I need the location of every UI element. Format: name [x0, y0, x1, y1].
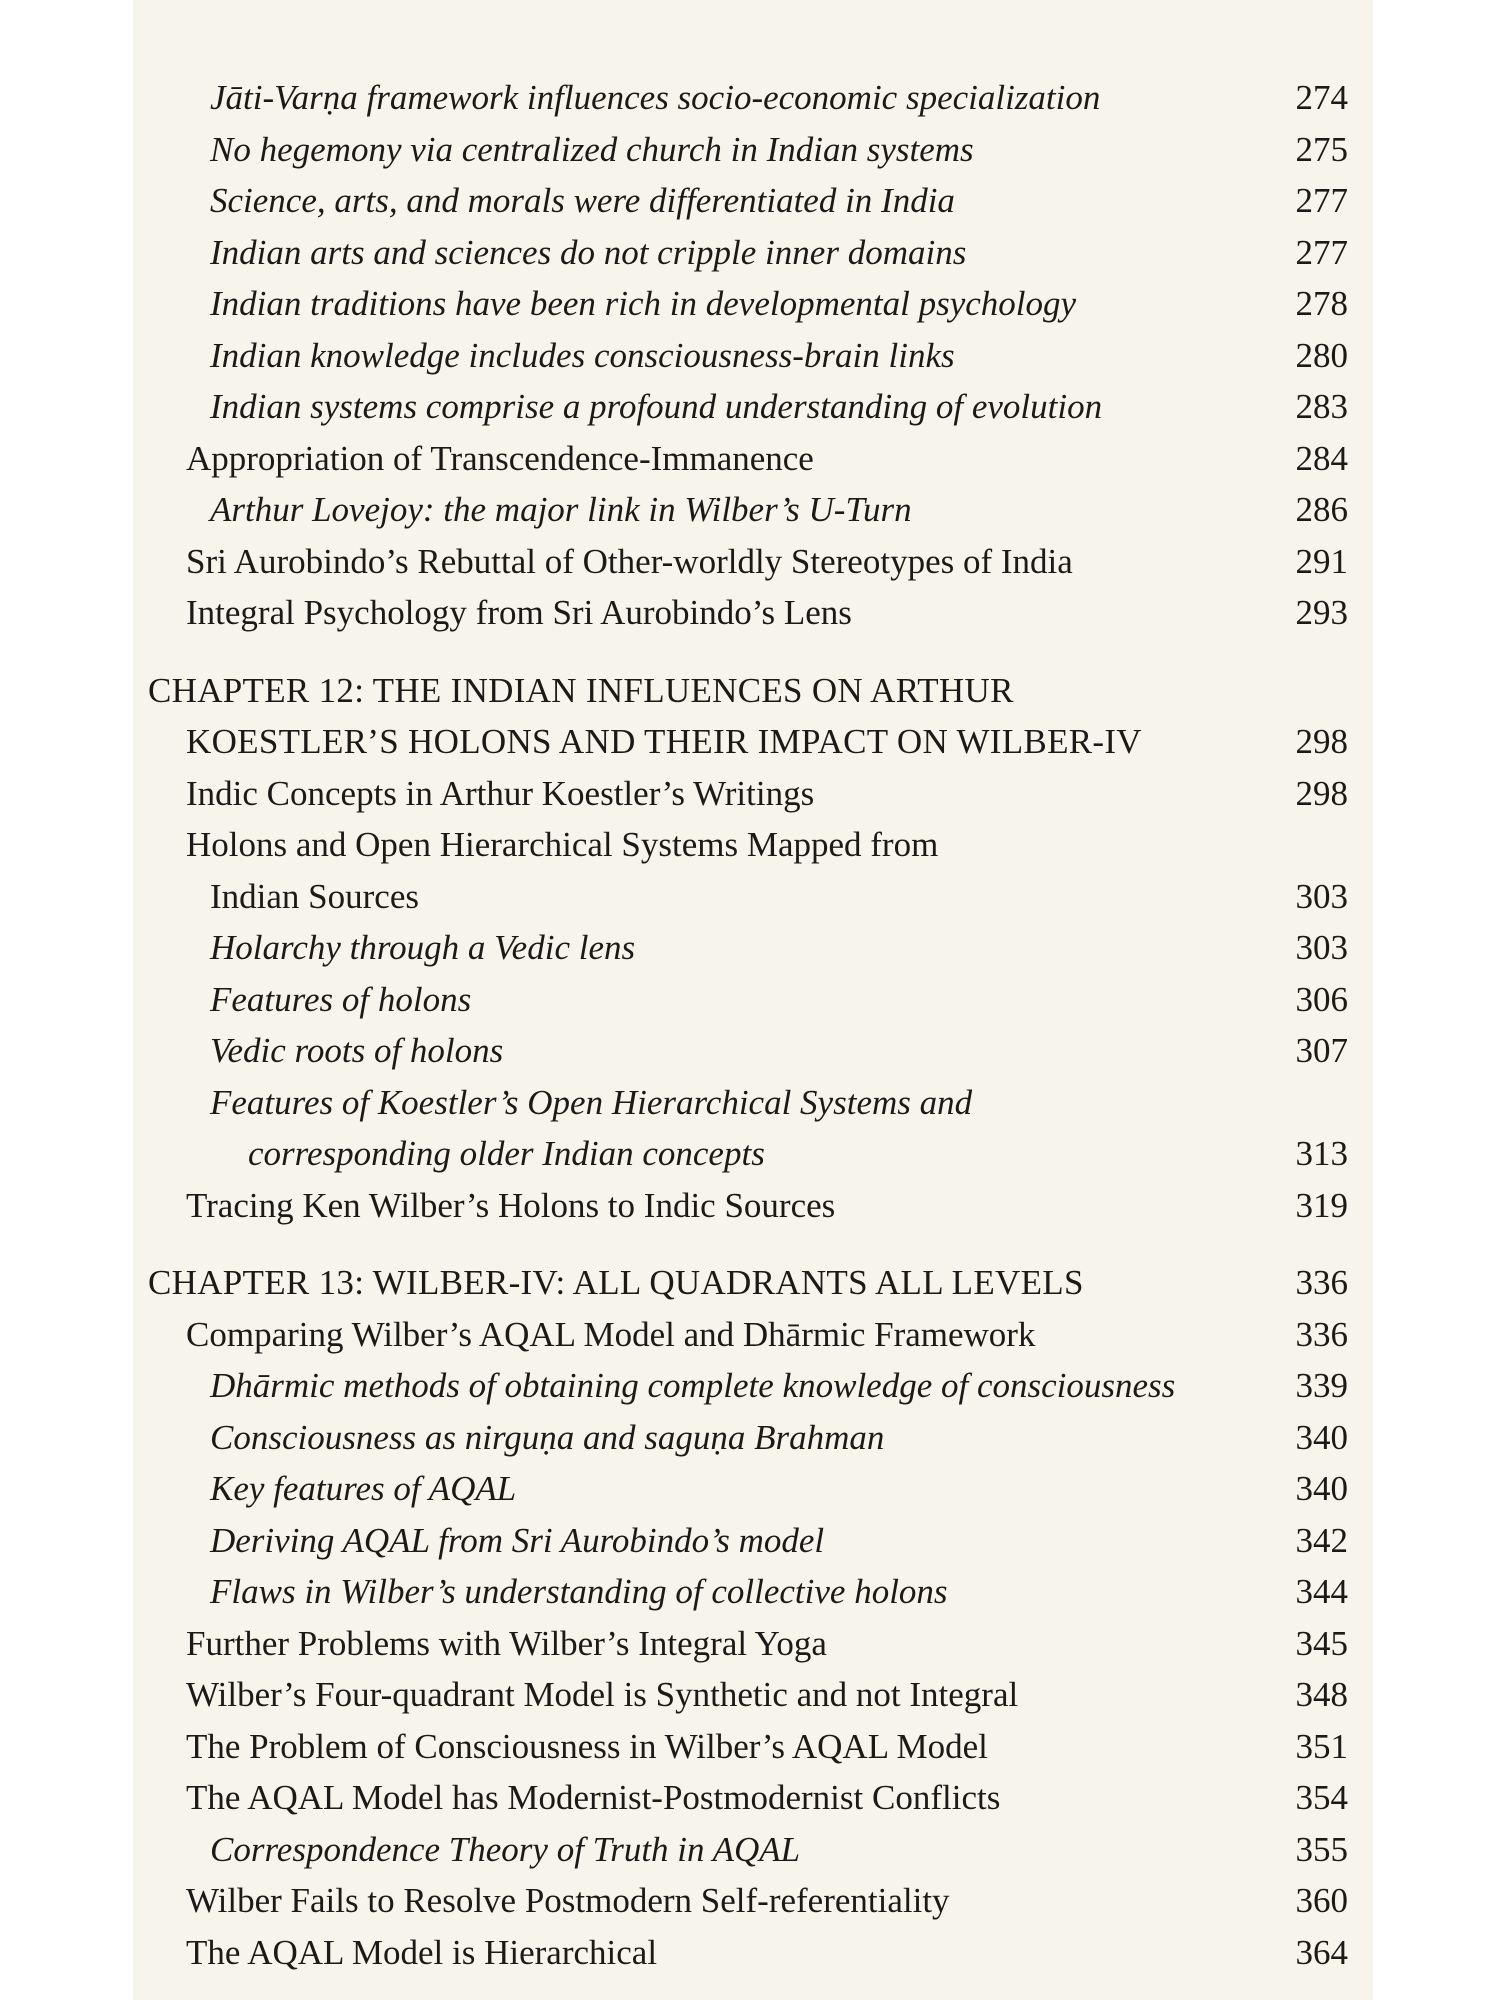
toc-page-number: 344: [1295, 1572, 1348, 1611]
toc-page-number: 360: [1295, 1881, 1348, 1920]
toc-entry: [148, 1515, 1348, 1567]
toc-entry: [148, 1772, 1348, 1824]
toc-entry: [148, 72, 1348, 124]
toc-entry: [148, 381, 1348, 433]
toc-entry-title: Features of Koestler’s Open Hierarchical Systems and: [210, 1082, 973, 1122]
toc-page-number: 306: [1295, 979, 1348, 1019]
toc-entry: [148, 1025, 1348, 1077]
toc-page-number: 348: [1295, 1675, 1348, 1714]
toc-entry: [148, 1721, 1348, 1773]
toc-page-number: 339: [1295, 1366, 1348, 1405]
toc-entry-title: Flaws in Wilber’s understanding of collective holons: [210, 1572, 948, 1611]
toc-entry-title: Consciousness as nirguṇa and saguṇa Brahman: [210, 1417, 885, 1457]
toc-entry-title: Tracing Ken Wilber’s Holons to Indic Sources: [186, 1185, 836, 1225]
toc-page-number: 340: [1295, 1469, 1348, 1508]
toc-entry-title: CHAPTER 12: THE INDIAN INFLUENCES ON ARTHUR: [148, 670, 1014, 710]
table-of-contents: [148, 72, 1348, 1978]
toc-entry: [148, 536, 1348, 588]
toc-entry-title: Holarchy through a Vedic lens: [210, 928, 636, 967]
toc-entry-title: Correspondence Theory of Truth in AQAL: [210, 1829, 801, 1869]
toc-page-number: 336: [1295, 1263, 1348, 1302]
toc-entry-title: Holons and Open Hierarchical Systems Mapped from: [186, 825, 939, 864]
toc-entry-title: Wilber’s Four-quadrant Model is Synthetic and not Integral: [186, 1675, 1019, 1714]
toc-entry: [148, 1128, 1348, 1180]
toc-page-number: 274: [1295, 78, 1348, 117]
toc-entry: [148, 278, 1348, 330]
toc-entry-title: The AQAL Model is Hierarchical: [186, 1932, 658, 1972]
toc-page-number: 277: [1295, 181, 1348, 220]
toc-entry-title: Indian knowledge includes consciousness-brain links: [210, 335, 955, 375]
toc-entry: [148, 1077, 1348, 1129]
toc-entry-title: Sri Aurobindo’s Rebuttal of Other-worldly Stereotypes of India: [186, 541, 1073, 581]
toc-entry-title: Indian arts and sciences do not cripple inner domains: [210, 232, 967, 272]
toc-entry-title: Indian systems comprise a profound understanding of evolution: [210, 387, 1103, 426]
toc-entry: [148, 1669, 1348, 1721]
toc-page-number: 313: [1295, 1134, 1348, 1173]
toc-entry: [148, 433, 1348, 485]
toc-page-number: 345: [1295, 1623, 1348, 1663]
toc-entry: [148, 819, 1348, 871]
toc-entry-title: Arthur Lovejoy: the major link in Wilber’s U-Turn: [210, 490, 912, 529]
toc-entry: [148, 1566, 1348, 1618]
toc-entry-title: Features of holons: [210, 979, 472, 1019]
toc-entry: [148, 484, 1348, 536]
toc-entry-title: Science, arts, and morals were differentiated in India: [210, 181, 955, 220]
toc-page-number: 355: [1295, 1829, 1348, 1869]
toc-page-number: 364: [1295, 1932, 1348, 1972]
toc-page-number: 280: [1295, 335, 1348, 375]
toc-entry: [148, 1180, 1348, 1232]
toc-chapter-heading: [148, 716, 1348, 768]
toc-entry-title: The Problem of Consciousness in Wilber’s AQAL Model: [186, 1726, 988, 1766]
toc-page-number: 277: [1295, 232, 1348, 272]
toc-page-number: 286: [1295, 490, 1348, 529]
toc-page-number: 336: [1295, 1314, 1348, 1354]
toc-page-number: 275: [1295, 129, 1348, 169]
toc-page-number: 303: [1295, 876, 1348, 916]
toc-entry-title: Further Problems with Wilber’s Integral Yoga: [186, 1623, 827, 1663]
toc-page-number: 284: [1295, 438, 1348, 478]
toc-entry-title: Key features of AQAL: [210, 1469, 517, 1508]
toc-entry-title: The AQAL Model has Modernist-Postmodernist Conflicts: [186, 1778, 1001, 1817]
toc-entry: [148, 1309, 1348, 1361]
toc-chapter-heading: [148, 665, 1348, 717]
toc-entry: [148, 871, 1348, 923]
toc-entry-title: Dhārmic methods of obtaining complete knowledge of consciousness: [210, 1366, 1176, 1405]
toc-page-number: 283: [1295, 387, 1348, 426]
toc-entry-title: Comparing Wilber’s AQAL Model and Dhārmic Framework: [186, 1314, 1036, 1354]
toc-page-number: 340: [1295, 1417, 1348, 1457]
toc-entry-title: Indic Concepts in Arthur Koestler’s Writings: [186, 773, 815, 813]
section-gap: [148, 639, 1348, 665]
toc-entry: [148, 922, 1348, 974]
toc-entry-title: corresponding older Indian concepts: [248, 1134, 765, 1173]
toc-entry-title: Appropriation of Transcendence-Immanence: [186, 438, 814, 478]
toc-page-number: 293: [1295, 593, 1348, 632]
toc-page-number: 278: [1295, 284, 1348, 323]
section-gap: [148, 1231, 1348, 1257]
toc-entry-title: No hegemony via centralized church in Indian systems: [210, 129, 974, 169]
toc-page-number: 303: [1295, 928, 1348, 967]
toc-entry-title: Jāti-Varṇa framework influences socio-economic specialization: [210, 78, 1101, 117]
toc-entry-title: Vedic roots of holons: [210, 1031, 504, 1070]
toc-entry: [148, 330, 1348, 382]
toc-entry: [148, 587, 1348, 639]
toc-entry: [148, 1927, 1348, 1979]
toc-entry: [148, 1824, 1348, 1876]
toc-page-number: 307: [1295, 1031, 1348, 1070]
toc-entry-title: Indian Sources: [210, 876, 419, 916]
toc-entry: [148, 1412, 1348, 1464]
toc-page-number: 319: [1295, 1185, 1348, 1225]
toc-entry: [148, 974, 1348, 1026]
toc-entry-title: Wilber Fails to Resolve Postmodern Self-referentiality: [186, 1881, 950, 1920]
toc-entry-title: CHAPTER 13: WILBER-IV: ALL QUADRANTS ALL LEVELS: [148, 1263, 1084, 1302]
toc-entry-title: Integral Psychology from Sri Aurobindo’s Lens: [186, 593, 852, 632]
toc-entry: [148, 227, 1348, 279]
toc-entry-title: KOESTLER’S HOLONS AND THEIR IMPACT ON WILBER-IV: [186, 722, 1142, 761]
toc-entry: [148, 1463, 1348, 1515]
toc-page-number: 342: [1295, 1520, 1348, 1560]
toc-entry-title: Indian traditions have been rich in developmental psychology: [210, 284, 1077, 323]
toc-page-number: 351: [1295, 1726, 1348, 1766]
toc-page-number: 298: [1295, 773, 1348, 813]
toc-entry: [148, 124, 1348, 176]
toc-entry: [148, 175, 1348, 227]
toc-entry: [148, 1618, 1348, 1670]
toc-entry: [148, 1875, 1348, 1927]
toc-chapter-heading: [148, 1257, 1348, 1309]
toc-entry: [148, 1360, 1348, 1412]
toc-page-number: 354: [1295, 1778, 1348, 1817]
toc-entry-title: Deriving AQAL from Sri Aurobindo’s model: [210, 1520, 825, 1560]
toc-page-number: 291: [1295, 541, 1348, 581]
toc-page-number: 298: [1295, 722, 1348, 761]
toc-entry: [148, 768, 1348, 820]
